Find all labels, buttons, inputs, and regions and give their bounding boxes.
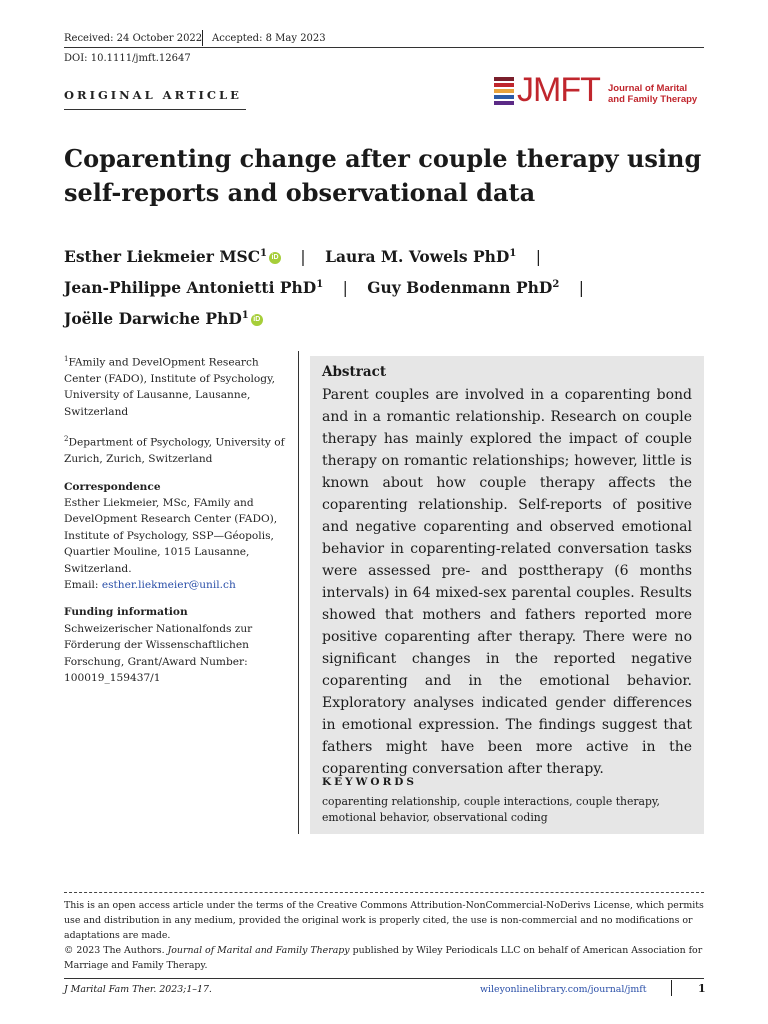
keywords-text: coparenting relationship, couple interactions, couple therapy, emotional behavior, observational coding [322, 795, 660, 824]
copyright-text: © 2023 The Authors. Journal of Marital and Family Therapy published by Wiley Periodicals LLC on behalf of American Association for Marriage and Family Therapy. [64, 945, 703, 971]
accepted-date: Accepted: 8 May 2023 [212, 33, 326, 44]
license-text: This is an open access article under the terms of the Creative Commons Attribution-NonCommercial-NoDerivs License, which permits use and distribution in any medium, provided the original work is properly cited, the use is non-commercial and no modifications or adaptations are made. [64, 900, 704, 941]
funding-information: Funding information Schweizerischer Nationalfonds zur Förderung der Wissenschaftlichen Forschung, Grant/Award Number: 100019_159437/1 [64, 606, 253, 684]
correspondence-label: Correspondence [64, 480, 161, 493]
article-type-rule [64, 109, 246, 110]
abstract-heading: Abstract [322, 364, 387, 380]
header-divider [202, 30, 203, 46]
journal-logo-text: JMFT [517, 71, 600, 109]
journal-link[interactable]: wileyonlinelibrary.com/journal/jmft [480, 984, 647, 995]
author-name[interactable]: Jean-Philippe Antonietti PhD [64, 278, 317, 298]
author-name[interactable]: Joëlle Darwiche PhD [64, 309, 242, 329]
doi[interactable]: DOI: 10.1111/jmft.12647 [64, 53, 191, 64]
author-list: Esther Liekmeier MSC$^1$ iD | Laura M. Vowels PhD$^1$ | Jean-Philippe Antonietti PhD$^1$ | Guy Bodenmann PhD$^2$ | Joëlle Darwiche PhD$^1$ iD [64, 247, 584, 329]
citation: J Marital Fam Ther. 2023;1–17. [64, 984, 212, 995]
author-name[interactable]: Guy Bodenmann PhD [367, 278, 553, 298]
column-divider [298, 351, 299, 834]
article-info-column [64, 351, 292, 697]
abstract-text: Parent couples are involved in a coparenting bond and in a romantic relationship. Research on couple therapy has mainly explored the impact of couple therapy on romantic relationships; however, little is known about how couple therapy affects the coparenting relationship. Self-reports of positive and negative coparenting and observed emotional behavior in coparenting-related conversation tasks were assessed pre- and posttherapy (6 months intervals) in 64 mixed-sex parental couples. Results showed that mothers and fathers reported more positive coparenting after therapy. There were no significant changes in the reported negative coparenting and in the emotional behavior. Exploratory analyses indicated gender differences in emotional expression. The findings suggest that fathers might have been more active in the coparenting conversation after therapy. [322, 387, 692, 777]
journal-logo-subtitle: Journal of Marital and Family Therapy [608, 83, 698, 105]
affiliation: $^1$FAmily and DevelOpment Research Center (FADO), Institute of Psychology, University of Lausanne, Lausanne, Switzerland [64, 355, 276, 418]
journal-logo-icon [494, 77, 514, 105]
correspondence: Correspondence Esther Liekmeier, MSc, FAmily and DevelOpment Research Center (FADO), Institute of Psychology, SSP—Géopolis, Quartier Mouline, 1015 Lausanne, Switzerland. Email: esther.liekmeier@unil.ch [64, 480, 278, 591]
orcid-icon[interactable]: iD [269, 252, 281, 264]
funding-label: Funding information [64, 606, 188, 619]
article-type: ORIGINAL ARTICLE [64, 88, 242, 102]
email-link[interactable]: esther.liekmeier@unil.ch [101, 578, 236, 591]
page-title: Coparenting change after couple therapy using self-reports and observational data [64, 144, 702, 207]
header-rule [64, 47, 704, 48]
affiliation: $^2$Department of Psychology, University of Zurich, Zurich, Switzerland [64, 435, 285, 466]
footer-rule [64, 978, 704, 979]
orcid-icon[interactable]: iD [251, 314, 263, 326]
keywords-heading: KEYWORDS [322, 776, 417, 788]
page-number: 1 [698, 982, 706, 995]
author-name[interactable]: Esther Liekmeier MSC [64, 247, 261, 267]
footer-divider [671, 980, 672, 996]
received-date: Received: 24 October 2022 [64, 33, 203, 44]
author-name[interactable]: Laura M. Vowels PhD [325, 247, 510, 267]
license-footnote [64, 898, 704, 973]
footnote-divider [64, 892, 704, 893]
